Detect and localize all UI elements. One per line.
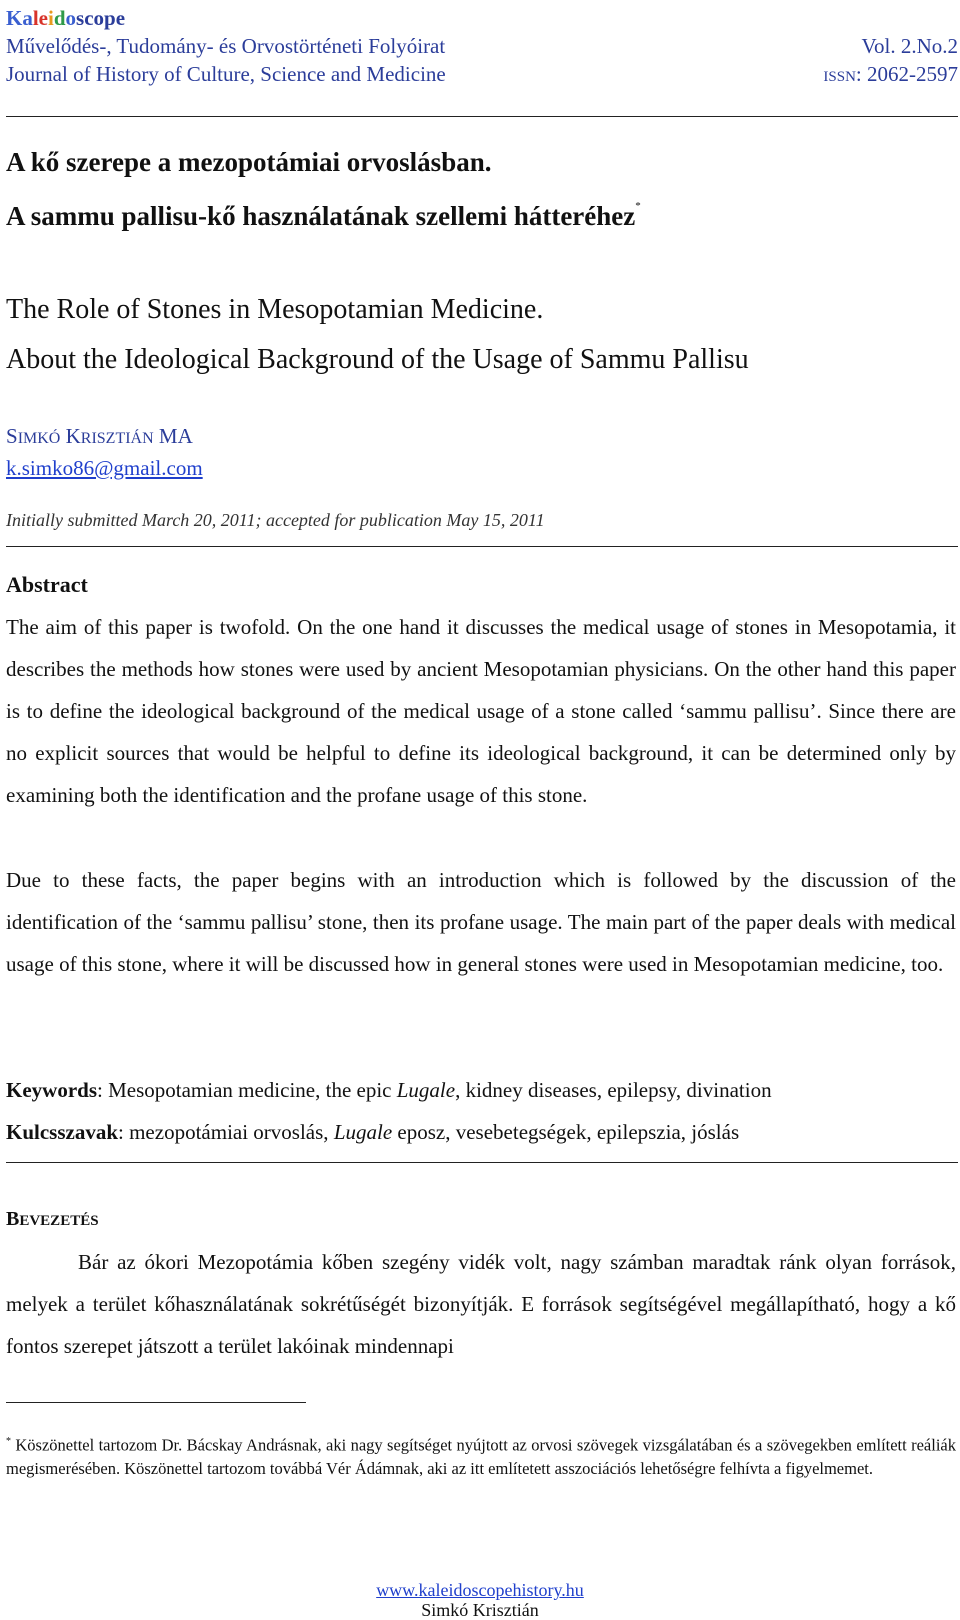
keywords-rule — [6, 1162, 958, 1163]
section-paragraph: Bár az ókori Mezopotámia kőben szegény vidék volt, nagy számban maradtak ránk olyan források, melyek a terület kőhasználatának sokrétűségét bizonyítják. E források segítségével megállapítható, hogy a kő fontos szerepet játszott a terület lakóinak mindennapi — [6, 1250, 956, 1358]
title-en-line1: The Role of Stones in Mesopotamian Medicine. — [6, 294, 544, 325]
keywords-text: : Mesopotamian medicine, the epic — [97, 1078, 397, 1102]
author-degree: MA — [158, 424, 193, 448]
keywords-italic: Lugale — [396, 1078, 456, 1102]
title-hu-line1: A kő szerepe a mezopotámiai orvoslásban. — [6, 147, 492, 177]
kulcsszavak-label: Kulcsszavak — [6, 1120, 119, 1144]
section-heading-rest: EVEZETÉS — [19, 1213, 99, 1229]
author-initial: S — [6, 424, 18, 448]
journal-header — [6, 4, 958, 91]
volume-number: Vol. 2.No.2 — [861, 34, 958, 58]
journal-name-en: Journal of History of Culture, Science and Medicine — [6, 62, 446, 86]
title-hu-line2-text: A sammu pallisu-kő használatának szellemi hátteréhez — [6, 201, 636, 231]
author-surname-rest: IMKÓ — [17, 430, 61, 447]
logo-part: d — [53, 6, 66, 30]
footnote-mark: * — [6, 1436, 11, 1447]
title-hu-line2 — [6, 187, 641, 241]
journal-logo — [6, 4, 958, 32]
submission-dates: Initially submitted March 20, 2011; accepted for publication May 15, 2011 — [6, 510, 545, 530]
kulcsszavak-italic: Lugale — [333, 1120, 393, 1144]
author-name — [6, 424, 193, 449]
footer-url — [0, 1580, 960, 1601]
author-email-link[interactable]: k.simko86@gmail.com — [6, 456, 203, 480]
logo-part: Ka — [6, 6, 33, 30]
logo-part: scope — [76, 6, 126, 30]
issn-label: ISSN — [823, 69, 856, 85]
header-rule — [6, 116, 958, 117]
journal-name-hu: Művelődés-, Tudomány- és Orvostörténeti Folyóirat — [6, 34, 446, 58]
keywords-label: Keywords — [6, 1078, 97, 1102]
logo-part: o — [65, 6, 77, 30]
author-initial: K — [65, 424, 81, 448]
abstract-paragraph-1: The aim of this paper is twofold. On the one hand it discusses the medical usage of stones in Mesopotamia, it describes the methods how stones were used by ancient Mesopotamian physicians. On the other hand this paper is to define the ideological background of the medical usage of a stone called ‘sammu pallisu’. Since there are no explicit sources that would be helpful to define its ideological background, it can be determined only by examining both the identification and the profane usage of this stone. — [6, 615, 956, 807]
issn — [823, 60, 958, 91]
abstract-rule — [6, 546, 958, 547]
abstract-heading: Abstract — [6, 572, 88, 597]
keywords-hu — [6, 1120, 739, 1145]
author-given-rest: RISZTIÁN — [80, 430, 154, 447]
footnote — [6, 1430, 956, 1480]
logo-part: le — [32, 6, 48, 30]
title-en-line2: About the Ideological Background of the Usage of Sammu Pallisu — [6, 344, 749, 375]
footnote-rule — [6, 1402, 306, 1403]
footnote-text: Köszönettel tartozom Dr. Bácskay Andrásnak, aki nagy segítséget nyújtott az orvosi szövegek vizsgálatában és a szövegekben említett reáliák megismerésében. Köszönettel tartozom továbbá Vér Ádámnak, aki az itt említetett asszociációs lehetőségre felhívta a figyelmemet. — [6, 1435, 956, 1478]
keywords-text: , kidney diseases, epilepsy, divination — [455, 1078, 772, 1102]
kulcsszavak-text: eposz, vesebetegségek, epilepszia, jóslás — [392, 1120, 740, 1144]
abstract-paragraph-2: Due to these facts, the paper begins with an introduction which is followed by the discussion of the identification of the ‘sammu pallisu’ stone, then its profane usage. The main part of the paper deals with medical usage of this stone, where it will be discussed how in general stones were used in Mesopotamian medicine, too. — [6, 868, 956, 976]
logo-part: i — [48, 6, 54, 30]
section-heading — [6, 1208, 99, 1231]
kulcsszavak-text: : mezopotámiai orvoslás, — [118, 1120, 334, 1144]
footnote-marker[interactable]: * — [635, 200, 641, 212]
website-link[interactable]: www.kaleidoscopehistory.hu — [376, 1580, 584, 1600]
footer-author: Simkó Krisztián — [421, 1600, 539, 1620]
section-heading-initial: B — [6, 1208, 20, 1230]
keywords-en — [6, 1078, 772, 1103]
issn-value: : 2062-2597 — [855, 62, 958, 86]
